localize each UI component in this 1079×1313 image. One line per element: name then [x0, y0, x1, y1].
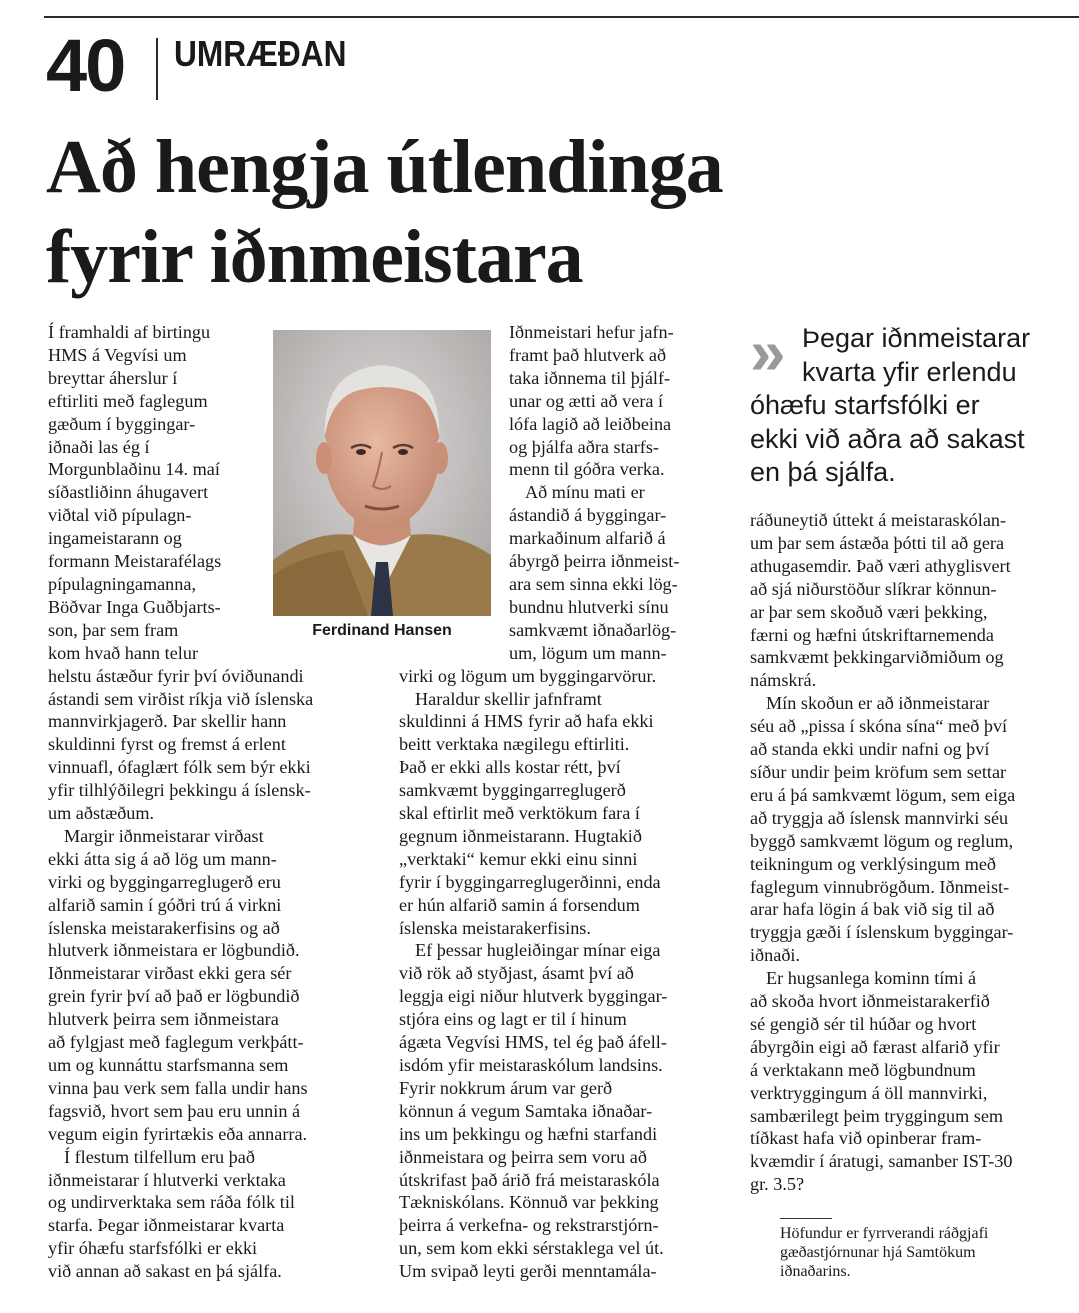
text-line: Iðnmeistari hefur jafn- — [509, 322, 674, 342]
text-line: iðnaðarins. — [780, 1263, 851, 1280]
text-line: kvæmdir í áratugi, samanber IST-30 — [750, 1151, 1013, 1172]
text-line: pípulagningamanna, — [48, 573, 196, 594]
page-number: 40 — [46, 24, 125, 107]
text-line: óhæfu starfsfólki er — [750, 390, 980, 420]
text-line: eftirliti með faglegum — [48, 390, 208, 411]
text-line: síðastliðinn áhugavert — [48, 482, 209, 503]
text-line: HMS á Vegvísi um — [48, 344, 187, 365]
text-line: að tryggja að íslensk mannvirki séu — [750, 807, 1009, 828]
text-line: að standa ekki undir nafni og því — [750, 739, 990, 760]
author-footnote — [780, 1224, 1060, 1281]
text-line: samkvæmt þekkingarviðmiðum og — [750, 647, 1004, 668]
top-rule — [44, 16, 1079, 18]
text-line: samkvæmt iðnaðarlög- — [509, 619, 677, 640]
text-line: er hún alfarið samin á forsendum — [399, 894, 640, 915]
text-line: breyttar áherslur í — [48, 367, 178, 388]
text-line: yfir tilhlýðilegri þekkingu á íslensk- — [48, 780, 311, 801]
text-line: ábyrgðin eigi að færast alfarið yfir — [750, 1036, 1000, 1057]
text-line: fagsvið, hvort sem þau eru unnin á — [48, 1100, 301, 1121]
footnote-rule — [780, 1218, 832, 1219]
text-line: könnun á vegum Samtaka iðnaðar- — [399, 1100, 653, 1121]
headline — [46, 122, 1056, 302]
text-line: Ef þessar hugleiðingar mínar eiga — [415, 940, 661, 961]
text-line: ar þar sem skoðuð væri þekking, — [750, 601, 988, 622]
text-line: taka iðnnema til þjálf- — [509, 367, 671, 388]
text-line: iðnaði. — [750, 945, 801, 966]
text-line: sé gengið sér til húðar og hvort — [750, 1013, 977, 1034]
quote-mark-icon: » — [750, 316, 786, 388]
text-line: kom hvað hann telur — [48, 642, 199, 663]
text-line: um aðstæðum. — [48, 803, 155, 824]
text-line: og undirverktaka sem ráða fólk til — [48, 1192, 295, 1213]
text-line: Morgunblaðinu 14. maí — [48, 459, 220, 480]
text-line: ráðuneytið úttekt á meistaraskólan- — [750, 510, 1007, 530]
text-line: skuldinni fyrst og fremst á erlent — [48, 734, 286, 755]
text-line: teikningum og verklýsingum með — [750, 853, 997, 874]
text-line: gæðum í byggingar- — [48, 413, 196, 434]
text-line: viðtal við pípulagn- — [48, 505, 192, 526]
text-line: lófa lagið að leiðbeina — [509, 413, 672, 434]
text-line: formann Meistarafélags — [48, 551, 222, 572]
text-line: son, þar sem fram — [48, 619, 179, 640]
text-line: skuldinni á HMS fyrir að hafa ekki — [399, 711, 654, 732]
text-line: iðnmeistara og þeirra sem voru að — [399, 1146, 647, 1167]
text-line: mannvirkjagerð. Þar skellir hann — [48, 711, 287, 732]
text-line: Höfundur er fyrrverandi ráðgjafi — [780, 1225, 989, 1242]
text-line: arar hafa lögin á bak við sig til að — [750, 899, 995, 920]
text-line: virki og lögum um byggingarvörur. — [399, 665, 657, 686]
text-line: á verktakann með lögbundnum — [750, 1059, 976, 1080]
text-line: við rök að styðjast, ásamt því að — [399, 963, 634, 984]
text-line: ekki við aðra að sakast — [750, 423, 1025, 454]
text-line: námskrá. — [750, 670, 817, 691]
text-line: Það er ekki alls kostar rétt, því — [399, 757, 621, 778]
text-line: síður undir þeim kröfum sem settar — [750, 761, 1007, 782]
text-line: vegum eigin fyrirtækis eða annarra. — [48, 1123, 308, 1144]
text-line: framt það hlutverk að — [509, 344, 667, 365]
text-line: hlutverk þeirra sem iðnmeistara — [48, 1009, 279, 1030]
headline-line: fyrir iðnmeistara — [46, 215, 583, 299]
text-line: un, sem kom ekki sérstaklega vel út. — [399, 1238, 664, 1259]
text-line: um og kunnáttu starfsmanna sem — [48, 1055, 289, 1075]
text-line: verktryggingum á öll mannvirki, — [750, 1082, 988, 1103]
text-line: en þá sjálfa. — [750, 457, 896, 487]
text-line: íslenska meistarakerfisins og að — [48, 917, 280, 938]
text-line: isdóm yfir meistaraskólum landsins. — [399, 1055, 663, 1075]
text-line: tíðkast hafa við opinberar fram- — [750, 1128, 982, 1149]
text-line: ábyrgð þeirra iðnmeist- — [509, 551, 680, 572]
text-line: gæðastjórnunar hjá Samtökum — [780, 1244, 976, 1261]
text-line: Í framhaldi af birtingu — [48, 322, 211, 342]
text-line: að skoða hvort iðnmeistarakerfið — [750, 991, 990, 1012]
text-line: og þjálfa aðra starfs- — [509, 436, 659, 457]
text-line: starfa. Þegar iðnmeistarar kvarta — [48, 1215, 285, 1236]
text-line: skal eftirlit með verktökum fara í — [399, 803, 640, 824]
text-line: um þar sem ástæða þótti til að gera — [750, 532, 1005, 553]
text-line: virki og byggingarreglugerð eru — [48, 871, 281, 892]
text-line: útskrifast það árið frá meistaraskóla — [399, 1169, 660, 1190]
text-line: vinnuafl, ófaglært fólk sem býr ekki — [48, 757, 311, 778]
text-line: gr. 3.5? — [750, 1174, 805, 1195]
text-line: yfir óhæfu starfsfólki er ekki — [48, 1238, 258, 1259]
text-line: samkvæmt byggingarreglugerð — [399, 780, 626, 801]
text-line: Í flestum tilfellum eru það — [64, 1146, 255, 1167]
text-line: stjóra eins og lagt er til í hinum — [399, 1009, 627, 1030]
text-line: Tækniskólans. Könnuð var þekking — [399, 1192, 659, 1213]
text-line: að sjá niðurstöður slíkrar könnun- — [750, 578, 997, 599]
text-line: Er hugsanlega kominn tími á — [766, 968, 977, 989]
text-line: ástandi sem virðist ríkja við íslenska — [48, 688, 314, 709]
text-line: Haraldur skellir jafnframt — [415, 688, 602, 709]
text-line: ástandið á byggingar- — [509, 505, 667, 526]
text-line: ingameistarann og — [48, 528, 182, 549]
text-line: athugasemdir. Það væri athyglisvert — [750, 555, 1011, 576]
text-line: ágæta Vegvísi HMS, tel ég það áfell- — [399, 1032, 667, 1053]
text-line: leggja eigi niður hlutverk byggingar- — [399, 986, 668, 1007]
text-line: Fyrir nokkrum árum var gerð — [399, 1077, 613, 1098]
article-column-2 — [399, 321, 701, 1283]
text-line: vinna þau verk sem falla undir hans — [48, 1077, 308, 1098]
text-line: Þegar iðnmeistarar — [802, 323, 1031, 353]
text-line: íslenska meistarakerfisins. — [399, 917, 591, 938]
text-line: sambærilegt þeim tryggingum sem — [750, 1105, 1004, 1126]
text-line: markaðinum alfarið á — [509, 528, 666, 549]
text-line: Margir iðnmeistarar virðast — [64, 825, 264, 846]
text-line: séu að „pissa í skóna sína“ með því — [750, 716, 1008, 737]
text-line: tryggja gæði í íslenskum byggingar- — [750, 922, 1014, 943]
text-line: Um svipað leyti gerði menntamála- — [399, 1261, 657, 1282]
text-line: byggð samkvæmt lögum og reglum, — [750, 830, 1014, 851]
text-line: iðnaði las ég í — [48, 436, 150, 457]
text-line: ara sem sinna ekki lög- — [509, 573, 678, 594]
text-line: um, lögum um mann- — [509, 642, 667, 663]
text-line: Að mínu mati er — [525, 482, 645, 503]
section-label: UMRÆÐAN — [174, 33, 347, 74]
text-line: beitt verktaka nægilegu eftirliti. — [399, 734, 630, 755]
text-line: Iðnmeistarar virðast ekki gera sér — [48, 963, 292, 984]
text-line: faglegum vinnubrögðum. Iðnmeist- — [750, 876, 1010, 897]
text-line: gegnum iðnmeistarann. Hugtakið — [399, 825, 642, 846]
text-line: þeirra á verkefna- og rekstrarstjórn- — [399, 1215, 659, 1236]
header-divider — [156, 38, 158, 100]
text-line: iðnmeistarar í hlutverki verktaka — [48, 1169, 286, 1190]
text-line: færni og hæfni útskriftarnemenda — [750, 624, 994, 645]
text-line: við annan að sakast en þá sjálfa. — [48, 1261, 282, 1282]
text-line: alfarið samin í góðri trú á virkni — [48, 894, 282, 915]
text-line: Mín skoðun er að iðnmeistarar — [766, 693, 990, 714]
text-line: helstu ástæður fyrir því óviðunandi — [48, 665, 304, 686]
text-line: ekki átta sig á að lög um mann- — [48, 848, 277, 869]
text-line: hlutverk iðnmeistara er lögbundið. — [48, 940, 300, 961]
headline-line: Að hengja útlendinga — [46, 125, 723, 209]
article-column-3 — [750, 509, 1059, 1196]
photo-caption: Ferdinand Hansen — [312, 622, 452, 639]
text-line: unar og ætti að vera í — [509, 390, 664, 411]
text-line: grein fyrir því að það er lögbundið — [48, 986, 300, 1007]
text-line: ins um þekkingu og hæfni starfandi — [399, 1123, 658, 1144]
text-line: eru á þá samkvæmt lögum, sem eiga — [750, 784, 1016, 805]
text-line: menn til góðra verka. — [509, 459, 665, 480]
text-line: bundnu hlutverki sínu — [509, 596, 669, 617]
text-line: kvarta yfir erlendu — [802, 356, 1017, 387]
pull-quote — [750, 316, 1060, 490]
text-line: að fylgjast með faglegum verkþátt- — [48, 1032, 304, 1053]
text-line: fyrir í byggingarreglugerðinni, enda — [399, 871, 661, 892]
text-line: „verktaki“ kemur ekki einu sinni — [399, 848, 638, 869]
text-line: Böðvar Inga Guðbjarts- — [48, 596, 221, 617]
